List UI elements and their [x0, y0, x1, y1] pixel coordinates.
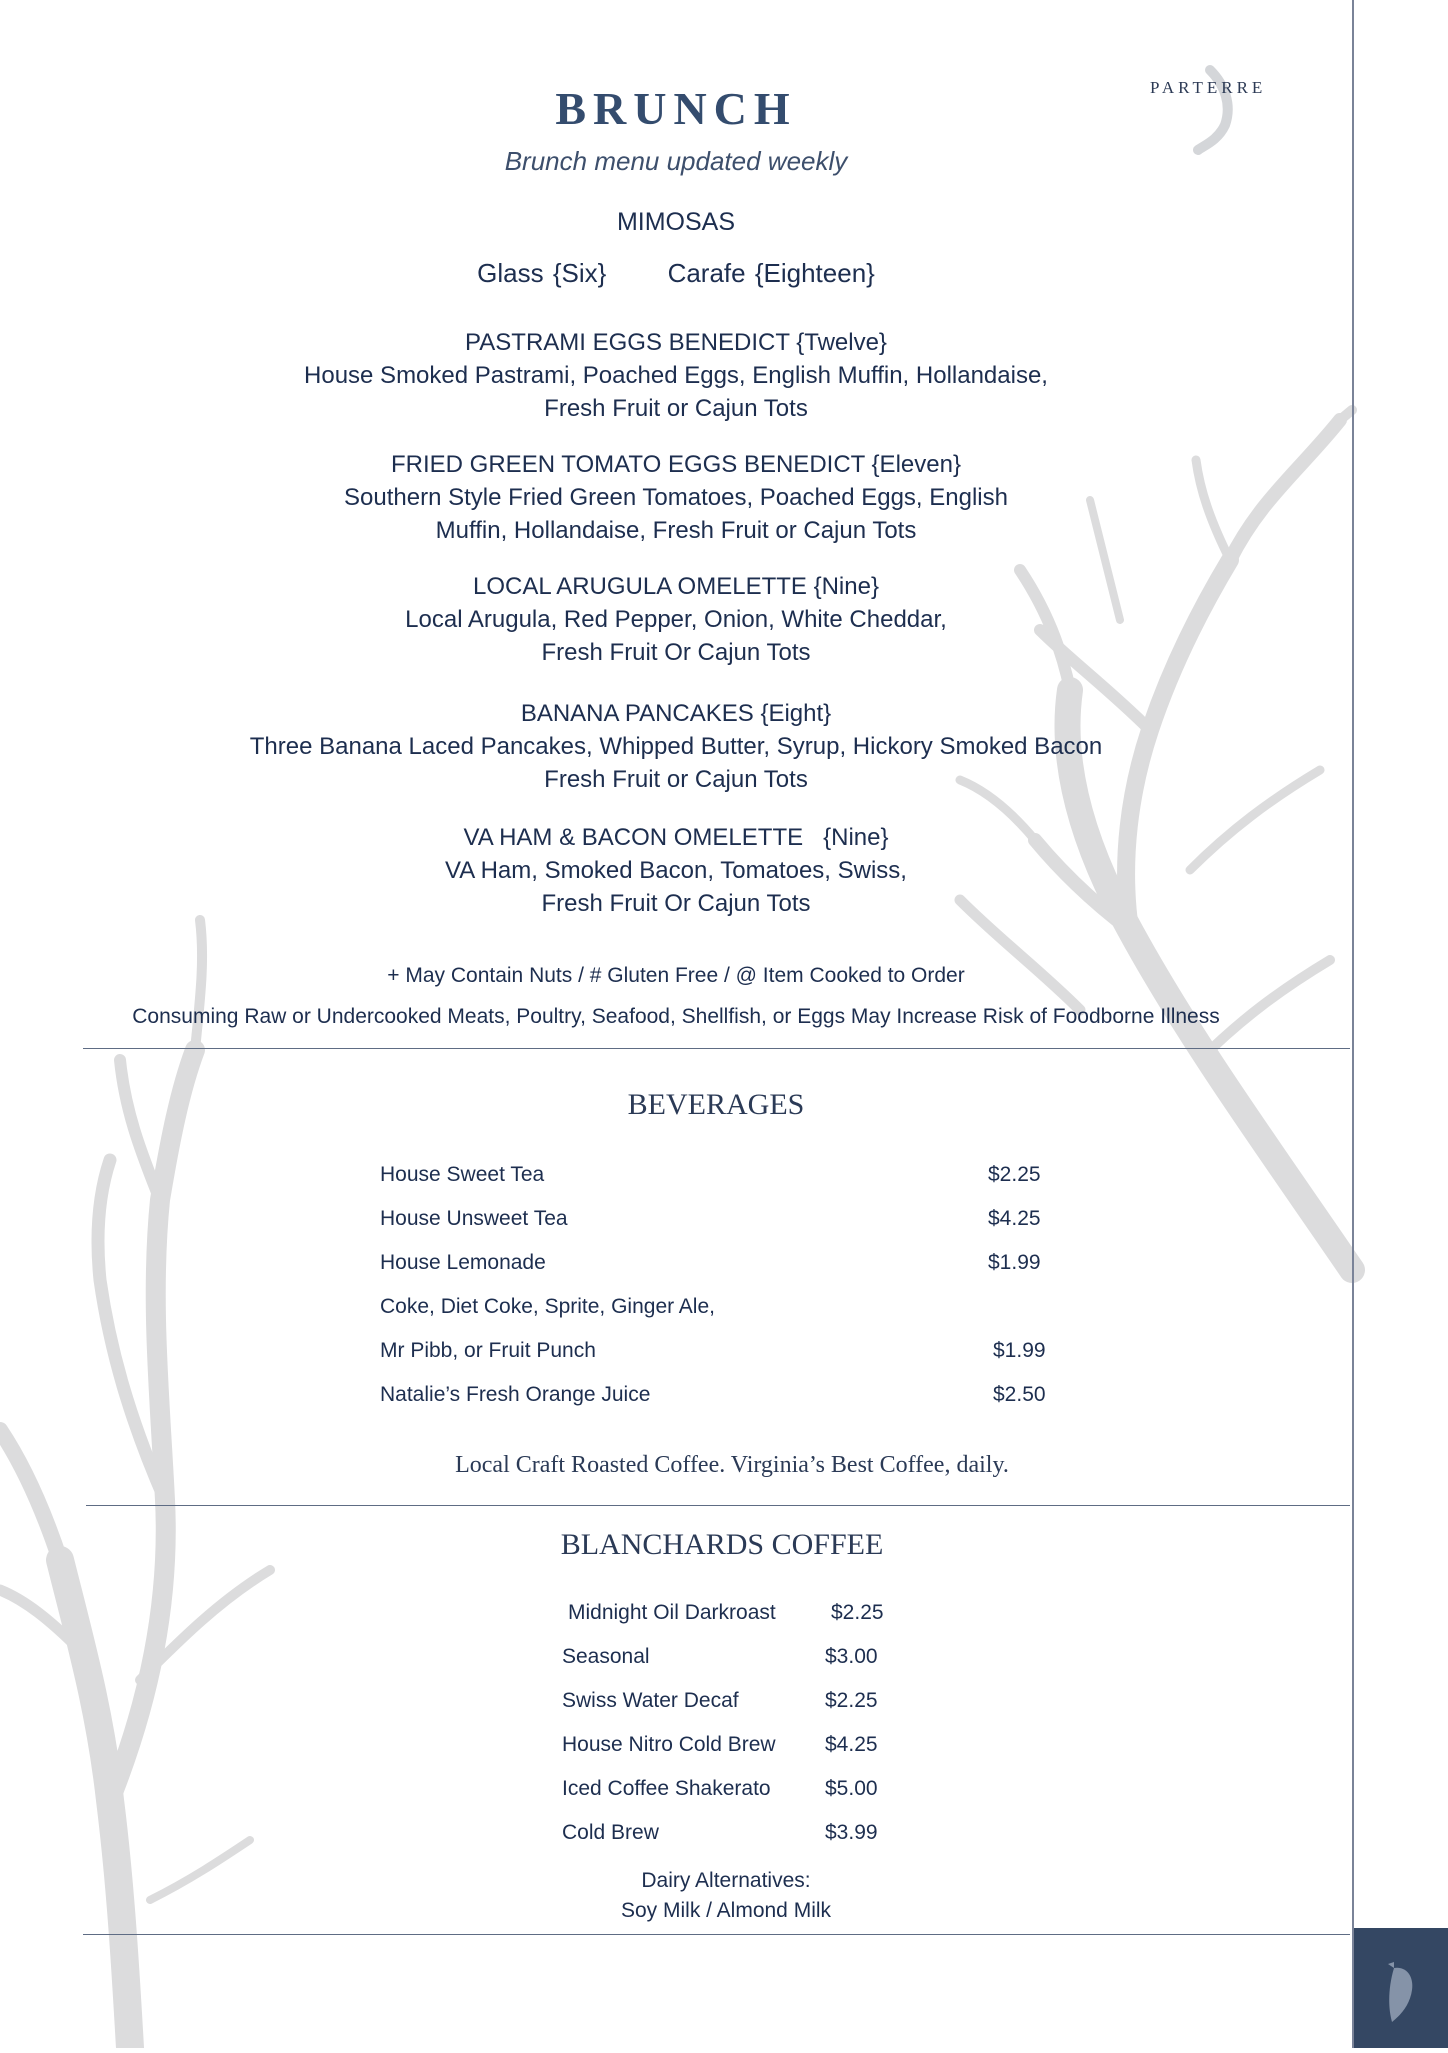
raven-icon [1354, 1928, 1448, 2048]
coffee-name: Swiss Water Decaf [562, 1689, 739, 1712]
menu-item-desc: VA Ham, Smoked Bacon, Tomatoes, Swiss, [445, 857, 907, 884]
blanchards-coffee-title: BLANCHARDS COFFEE [560, 1528, 884, 1561]
beverage-price: $1.99 [993, 1339, 1046, 1362]
menu-item [0, 821, 1352, 920]
menu-item-name: FRIED GREEN TOMATO EGGS BENEDICT {Eleven} [391, 451, 961, 478]
beverage-name: House Lemonade [380, 1251, 546, 1274]
page-subtitle: Brunch menu updated weekly [504, 146, 848, 176]
menu-item [0, 448, 1352, 547]
dairy-alternatives-heading: Dairy Alternatives: [641, 1869, 811, 1892]
menu-item-desc: House Smoked Pastrami, Poached Eggs, English Muffin, Hollandaise, [304, 362, 1048, 389]
beverages-title: BEVERAGES [627, 1088, 805, 1121]
menu-item-desc: Fresh Fruit Or Cajun Tots [541, 890, 811, 917]
beverage-name: Coke, Diet Coke, Sprite, Ginger Ale, [380, 1295, 715, 1318]
page-border-line [1352, 0, 1354, 2048]
menu-item-desc: Southern Style Fried Green Tomatoes, Poached Eggs, English [344, 484, 1008, 511]
logo-corner-block [1354, 1928, 1448, 2048]
section-divider [86, 1505, 1350, 1506]
menu-item [0, 570, 1352, 669]
menu-item [0, 697, 1352, 796]
section-divider [83, 1048, 1350, 1049]
mimosa-prices [0, 258, 1352, 289]
dietary-legend: + May Contain Nuts / # Gluten Free / @ Item Cooked to Order [387, 964, 965, 987]
mimosas-heading: MIMOSAS [616, 208, 736, 236]
parterre-logo-text: PARTERRE [1150, 78, 1267, 97]
coffee-name: House Nitro Cold Brew [562, 1733, 776, 1756]
coffee-name: Midnight Oil Darkroast [568, 1601, 776, 1624]
coffee-name: Cold Brew [562, 1821, 659, 1844]
coffee-price: $4.25 [825, 1733, 878, 1756]
menu-item-desc: Fresh Fruit or Cajun Tots [544, 395, 808, 422]
menu-item-desc: Muffin, Hollandaise, Fresh Fruit or Cajun Tots [435, 517, 917, 544]
coffee-price: $2.25 [831, 1601, 884, 1624]
beverage-name: House Unsweet Tea [380, 1207, 568, 1230]
menu-item-name: PASTRAMI EGGS BENEDICT {Twelve} [465, 329, 887, 356]
beverage-price: $2.50 [993, 1383, 1046, 1406]
beverage-price: $4.25 [988, 1207, 1041, 1230]
menu-item-desc: Three Banana Laced Pancakes, Whipped Butter, Syrup, Hickory Smoked Bacon [249, 733, 1103, 760]
menu-item-name: VA HAM & BACON OMELETTE {Nine} [463, 824, 889, 851]
mimosa-glass-price: Glass {Six} [477, 258, 607, 288]
food-safety-warning: Consuming Raw or Undercooked Meats, Poultry, Seafood, Shellfish, or Eggs May Increase Risk of Foodborne Illness [132, 1005, 1220, 1028]
beverage-price: $1.99 [988, 1251, 1041, 1274]
menu-item-desc: Local Arugula, Red Pepper, Onion, White Cheddar, [405, 606, 947, 633]
menu-item [0, 326, 1352, 425]
menu-item-desc: Fresh Fruit Or Cajun Tots [541, 639, 811, 666]
beverage-price: $2.25 [988, 1163, 1041, 1186]
beverage-name: House Sweet Tea [380, 1163, 545, 1186]
section-divider [83, 1934, 1350, 1935]
beverage-name: Mr Pibb, or Fruit Punch [380, 1339, 596, 1362]
page-title: BRUNCH [555, 83, 797, 134]
menu-item-name: BANANA PANCAKES {Eight} [520, 700, 832, 727]
mimosa-carafe-price: Carafe {Eighteen} [667, 258, 875, 288]
coffee-price: $2.25 [825, 1689, 878, 1712]
coffee-price: $3.99 [825, 1821, 878, 1844]
coffee-name: Seasonal [562, 1645, 650, 1668]
coffee-tagline: Local Craft Roasted Coffee. Virginia’s Best Coffee, daily. [455, 1452, 1009, 1478]
coffee-price: $5.00 [825, 1777, 878, 1800]
beverage-name: Natalie’s Fresh Orange Juice [380, 1383, 651, 1406]
menu-item-desc: Fresh Fruit or Cajun Tots [544, 766, 808, 793]
coffee-name: Iced Coffee Shakerato [562, 1777, 771, 1800]
menu-item-name: LOCAL ARUGULA OMELETTE {Nine} [473, 573, 879, 600]
coffee-price: $3.00 [825, 1645, 878, 1668]
dairy-alternatives-options: Soy Milk / Almond Milk [620, 1899, 832, 1922]
